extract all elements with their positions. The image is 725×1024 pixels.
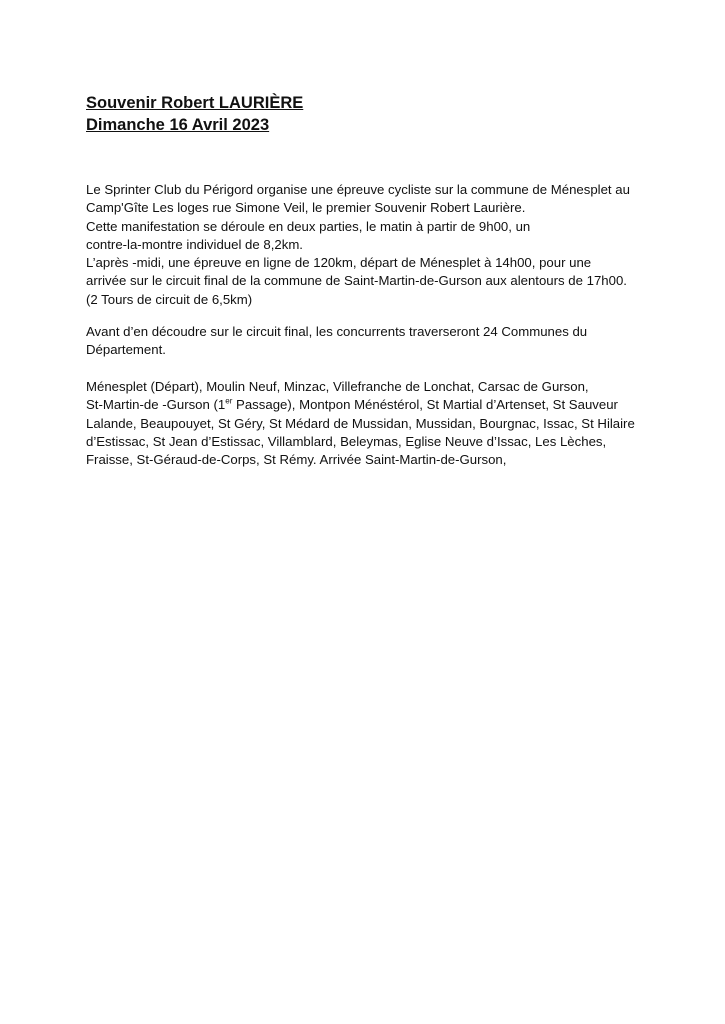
paragraph-2 [86, 323, 656, 360]
ordinal-superscript: er [225, 396, 233, 406]
communes-line: Lalande, Beaupouyet, St Géry, St Médard de Mussidan, Mussidan, Bourgnac, Issac, St Hilaire [86, 415, 635, 431]
communes-line-start: St-Martin-de -Gurson (1 [86, 397, 226, 413]
document-heading [86, 92, 646, 136]
communes-line-end: Passage), Montpon Ménéstérol, St Martial d’Artenset, St Sauveur [232, 397, 618, 413]
paragraph-1-line: contre-la-montre individuel de 8,2km. [86, 236, 303, 252]
paragraph-1-line: (2 Tours de circuit de 6,5km) [86, 291, 253, 307]
communes-line: Ménesplet (Départ), Moulin Neuf, Minzac, Villefranche de Lonchat, Carsac de Gurson, [86, 379, 589, 394]
paragraph-2-line: Département. [86, 342, 166, 358]
paragraph-3-communes [86, 378, 656, 469]
paragraph-2-line: Avant d’en découdre sur le circuit final, les concurrents traverseront 24 Communes du [86, 324, 588, 339]
paragraph-1-line: Le Sprinter Club du Périgord organise une épreuve cycliste sur la commune de Ménesplet au [86, 182, 630, 197]
paragraph-1 [86, 181, 656, 309]
communes-line [86, 396, 656, 414]
paragraph-1-line: L’après -midi, une épreuve en ligne de 120km, départ de Ménesplet à 14h00, pour une [86, 255, 592, 271]
communes-line: Fraisse, St-Géraud-de-Corps, St Rémy. Arrivée Saint-Martin-de-Gurson, [86, 452, 507, 468]
paragraph-1-line: Camp'Gîte Les loges rue Simone Veil, le premier Souvenir Robert Laurière. [86, 200, 526, 216]
paragraph-1-line: Cette manifestation se déroule en deux parties, le matin à partir de 9h00, un [86, 218, 531, 234]
title-line-2: Dimanche 16 Avril 2023 [86, 116, 270, 134]
paragraph-1-line: arrivée sur le circuit final de la commune de Saint-Martin-de-Gurson aux alentours de 17h00. [86, 273, 627, 289]
title-line-1: Souvenir Robert LAURIÈRE [86, 94, 304, 112]
communes-line: d’Estissac, St Jean d’Estissac, Villamblard, Beleymas, Eglise Neuve d’Issac, Les Lèches, [86, 433, 607, 449]
